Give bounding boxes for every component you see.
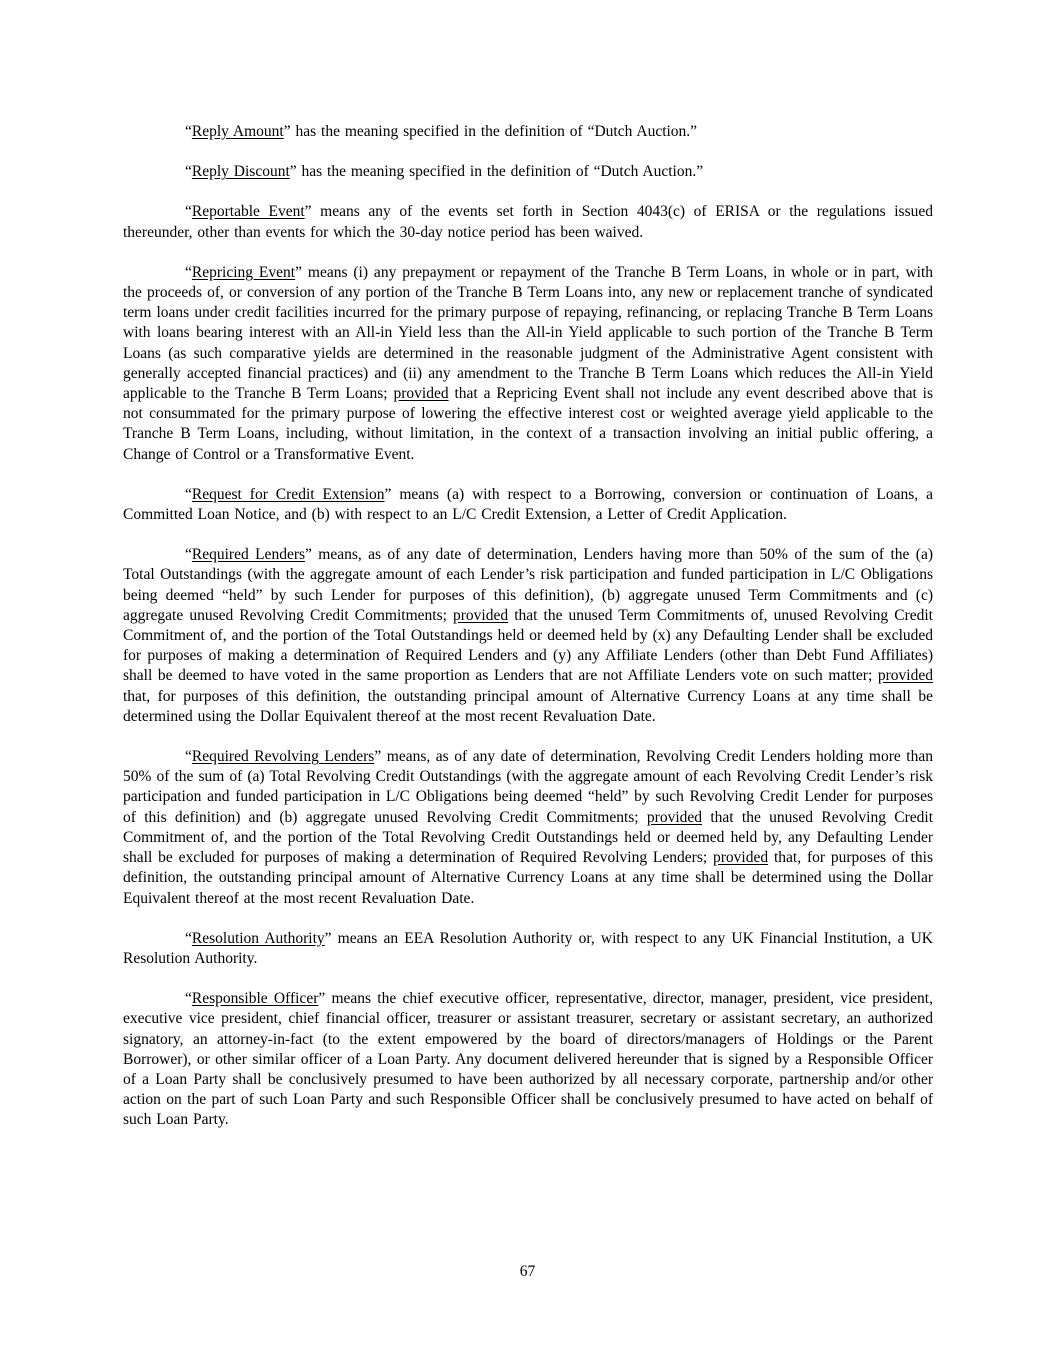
definitions-text — [123, 122, 933, 1151]
definition-text-run: that a Repricing Event shall not include any event described above that is not consummated for the primary purpose of lowering the effective interest cost or weighted average yield applicable to the Tranche B Term Loans, including, without limitation, in the context of a transaction involving an initial public offering, a Change of Control or a Transformative Event. — [123, 385, 933, 463]
definition-repricing-event — [123, 263, 933, 465]
definition-text-run: that the unused Term Commitments of, unused Revolving Credit Commitment of, and the portion of the Total Outstandings held or deemed held by (x) any Defaulting Lender shall be excluded for purposes of making a determination of Required Lenders and (y) any Affiliate Lenders (other than Debt Fund Affiliates) shall be deemed to have voted in the same proportion as Lenders that are not Affiliate Lenders vote on such matter; — [123, 606, 933, 685]
definition-text-run: ” means (i) any prepayment or repayment of the Tranche B Term Loans, in whole or in part, with the proceeds of, or conversion of any portion of the Tranche B Term Loans into, any new or replacement tranche of syndicated term loans under credit facilities incurred for the primary purpose of repaying, refinancing, or replacing Tranche B Term Loans with loans bearing interest with an All-in Yield less than the All-in Yield applicable to such portion of the Tranche B Term Loans (as such comparative yields are determined in the reasonable judgment of the Administrative Agent consistent with generally accepted financial practices) and (ii) any amendment to the Tranche B Term Loans which reduces the All-in Yield applicable to the Tranche B Term Loans; — [123, 263, 934, 403]
definition-text-run: “ — [185, 748, 192, 766]
definition-text-run: “ — [185, 990, 192, 1008]
definition-request-for-credit-extension — [123, 485, 933, 525]
underlined-term: provided — [393, 385, 449, 403]
underlined-term: Required Revolving Lenders — [191, 748, 375, 766]
definition-text-run: ” means an EEA Resolution Authority or, with respect to any UK Financial Institution, a UK Resolution Authority. — [123, 929, 933, 967]
underlined-term: Resolution Authority — [191, 929, 325, 947]
definition-reply-discount — [123, 162, 933, 182]
definition-text-run: that the unused Revolving Credit Commitment of, and the portion of the Total Revolving Credit Outstandings held or deemed held by, any Defaulting Lender shall be excluded for purposes of making a determination of Required Revolving Lenders; — [123, 808, 933, 867]
definition-required-lenders — [123, 545, 933, 727]
definition-text-run: ” has the meaning specified in the definition of “Dutch Auction.” — [283, 123, 698, 140]
definition-text-run: “ — [185, 546, 192, 564]
underlined-term: Reportable Event — [191, 203, 305, 221]
definition-responsible-officer — [123, 989, 933, 1130]
underlined-term: provided — [453, 606, 509, 624]
underlined-term: Repricing Event — [191, 263, 296, 281]
underlined-term: provided — [646, 808, 703, 826]
definition-text-run: ” means the chief executive officer, representative, director, manager, president, vice president, executive vice president, chief financial officer, treasurer or assistant treasurer, secretary or assistant secretary, an authorized signatory, an attorney-in-fact (to the extent empowered by the board of directors/managers of Holdings or the Parent Borrower), or other similar officer of a Loan Party. Any document delivered hereunder that is signed by a Responsible Officer of a Loan Party shall be conclusively presumed to have been authorized by all necessary corporate, partnership and/or other action on the part of such Loan Party and such Responsible Officer shall be conclusively presumed to have acted on behalf of such Loan Party. — [123, 990, 933, 1129]
definition-text-run: “ — [185, 263, 192, 281]
definition-text-run: ” means any of the events set forth in Section 4043(c) of ERISA or the regulations issued thereunder, other than events for which the 30-day notice period has been waived. — [123, 203, 933, 241]
definition-text-run: “ — [185, 203, 192, 221]
definition-text-run: “ — [185, 485, 192, 503]
underlined-term: Reply Discount — [191, 163, 290, 181]
definition-required-revolving-lenders — [123, 747, 933, 909]
definition-text-run: that, for purposes of this definition, the outstanding principal amount of Alternative Currency Loans at any time shall be determined using the Dollar Equivalent thereof at the most recent Revaluation Date. — [123, 849, 933, 907]
definition-resolution-authority — [123, 929, 933, 969]
underlined-term: Reply Amount — [191, 123, 284, 140]
definition-reportable-event — [123, 202, 933, 242]
definition-text-run: that, for purposes of this definition, the outstanding principal amount of Alternative Currency Loans at any time shall be determined using the Dollar Equivalent thereof at the most recent Revaluation Date. — [123, 687, 933, 725]
page-number: 67 — [519, 1263, 536, 1280]
definition-text-run: “ — [185, 163, 192, 181]
definition-text-run: ” means, as of any date of determination, Revolving Credit Lenders holding more than 50% of the sum of (a) Total Revolving Credit Outstandings (with the aggregate amount of each Revolving Credit Lender’s risk participation and funded participation in L/C Obligations being deemed “held” by such Revolving Credit Lender for purposes of this definition) and (b) aggregate unused Revolving Credit Commitments; — [123, 748, 933, 826]
definition-text-run: ” means (a) with respect to a Borrowing, conversion or continuation of Loans, a Committed Loan Notice, and (b) with respect to an L/C Credit Extension, a Letter of Credit Application. — [123, 485, 933, 524]
underlined-term: Responsible Officer — [191, 990, 319, 1008]
definition-reply-amount — [123, 122, 933, 142]
definition-text-run: ” means, as of any date of determination, Lenders having more than 50% of the sum of the (a) Total Outstandings (with the aggregate amount of each Lender’s risk participation and funded participation in L/C Obligations being deemed “held” by such Lender for purposes of this definition), (b) aggregate unused Term Commitments and (c) aggregate unused Revolving Credit Commitments; — [123, 546, 933, 624]
underlined-term: Request for Credit Extension — [191, 485, 385, 503]
definition-text-run: “ — [185, 123, 192, 140]
underlined-term: provided — [713, 849, 769, 867]
underlined-term: Required Lenders — [191, 546, 306, 564]
definition-text-run: “ — [185, 929, 192, 947]
underlined-term: provided — [877, 667, 933, 685]
definition-text-run: ” has the meaning specified in the definition of “Dutch Auction.” — [289, 163, 704, 181]
